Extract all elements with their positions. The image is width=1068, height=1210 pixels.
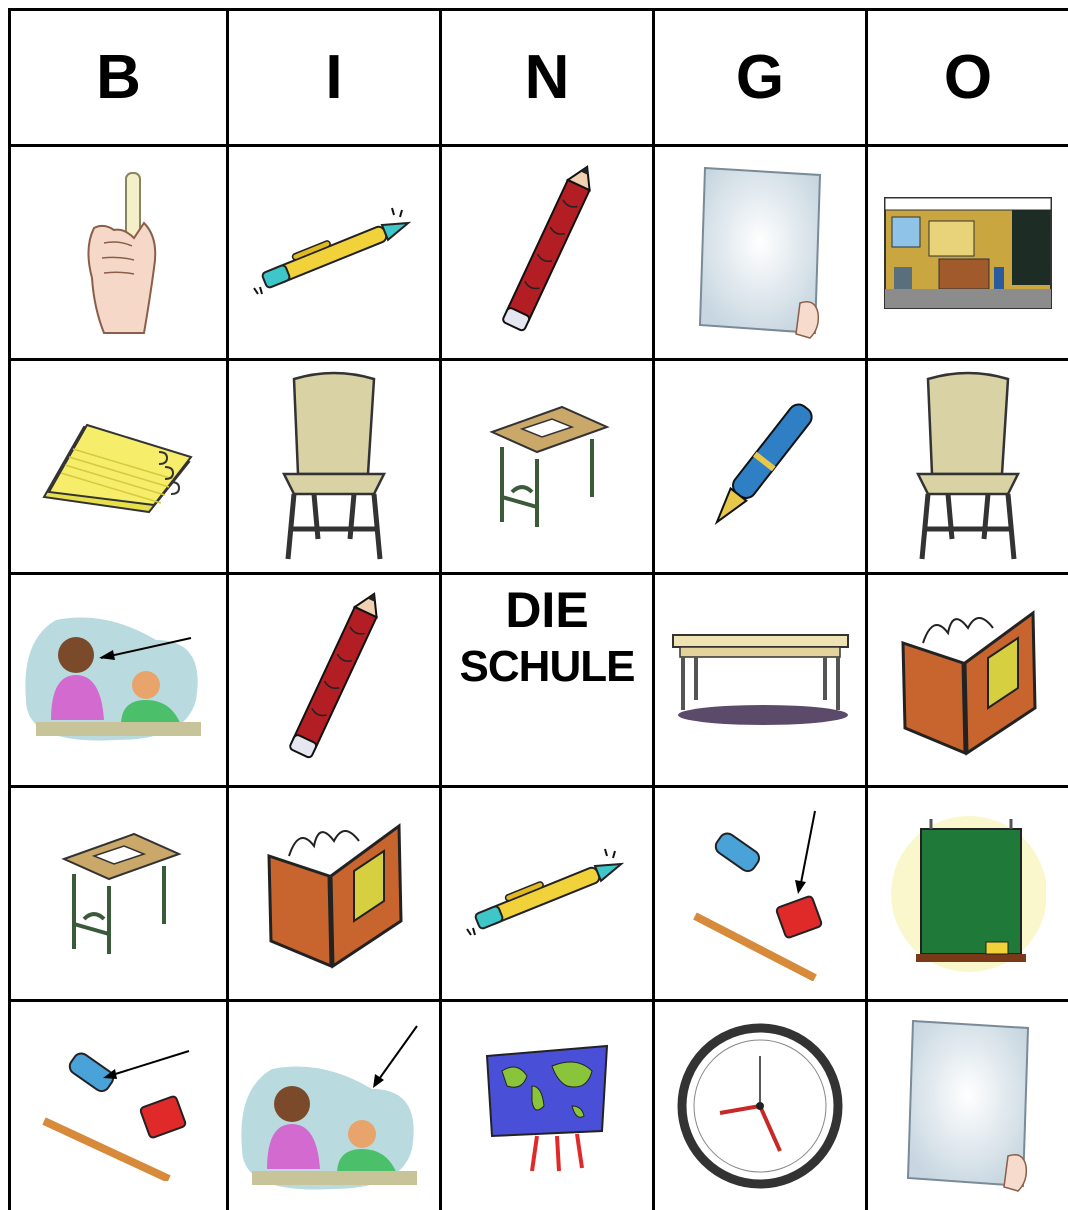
cell-r1-i[interactable] (229, 147, 439, 358)
cell-r5-g[interactable] (655, 1002, 865, 1210)
header-letter-g: G (735, 43, 785, 112)
header-letter-i: I (325, 43, 343, 112)
cell-r1-b[interactable] (11, 147, 226, 358)
cell-r4-o[interactable] (868, 788, 1068, 999)
chair-icon (908, 369, 1028, 564)
cell-r5-o[interactable] (868, 1002, 1068, 1210)
cell-r3-b[interactable] (11, 575, 226, 785)
school-desk-icon (54, 824, 184, 964)
ballpoint-pen-icon (244, 203, 424, 303)
red-pencil-icon (264, 585, 404, 775)
cell-r2-i[interactable] (229, 361, 439, 572)
cell-r1-n[interactable] (442, 147, 652, 358)
header-cell-g (655, 11, 865, 144)
header-cell-o (868, 11, 1068, 144)
clock-icon (675, 1021, 845, 1191)
paper-sheet-icon (690, 163, 830, 343)
cell-r4-i[interactable] (229, 788, 439, 999)
cell-r4-n[interactable] (442, 788, 652, 999)
bingo-board (8, 8, 1068, 1210)
header-cell-i (229, 11, 439, 144)
cell-r5-b[interactable] (11, 1002, 226, 1210)
cell-r2-b[interactable] (11, 361, 226, 572)
eraser-arrow-icon (39, 1031, 199, 1181)
free-space-line1: DIE (505, 582, 589, 638)
chalkboard-icon (891, 814, 1046, 974)
cell-r4-g[interactable] (655, 788, 865, 999)
cell-r5-n[interactable] (442, 1002, 652, 1210)
world-map-icon (477, 1036, 617, 1176)
fountain-pen-icon (695, 387, 825, 547)
paper-sheet-icon (898, 1016, 1038, 1196)
header-letter-n: N (524, 43, 570, 112)
chair-icon (274, 369, 394, 564)
cell-r5-i[interactable] (229, 1002, 439, 1210)
table-icon (668, 630, 853, 730)
teacher-arrow-icon (21, 610, 216, 750)
cell-r3-o[interactable] (868, 575, 1068, 785)
cell-r2-o[interactable] (868, 361, 1068, 572)
ballpoint-pen-icon (457, 844, 637, 944)
header-letter-b: B (96, 43, 141, 112)
cell-r3-g[interactable] (655, 575, 865, 785)
classroom-icon (884, 197, 1052, 309)
book-icon (893, 603, 1043, 758)
sharpener-arrow-icon (685, 806, 835, 981)
cell-r2-n[interactable] (442, 361, 652, 572)
cell-r3-i[interactable] (229, 575, 439, 785)
cell-r4-b[interactable] (11, 788, 226, 999)
cell-r1-g[interactable] (655, 147, 865, 358)
header-cell-n (442, 11, 652, 144)
hand-chalk-icon (64, 168, 174, 338)
red-pencil-icon (477, 158, 617, 348)
cell-r2-g[interactable] (655, 361, 865, 572)
school-desk-icon (482, 397, 612, 537)
header-letter-o: O (943, 43, 993, 112)
cell-r1-o[interactable] (868, 147, 1068, 358)
free-space-line2: SCHULE (459, 642, 635, 691)
book-icon (259, 816, 409, 971)
free-space[interactable] (442, 575, 652, 785)
student-arrow-icon (237, 1014, 432, 1199)
header-cell-b (11, 11, 226, 144)
notepad-icon (39, 417, 199, 517)
